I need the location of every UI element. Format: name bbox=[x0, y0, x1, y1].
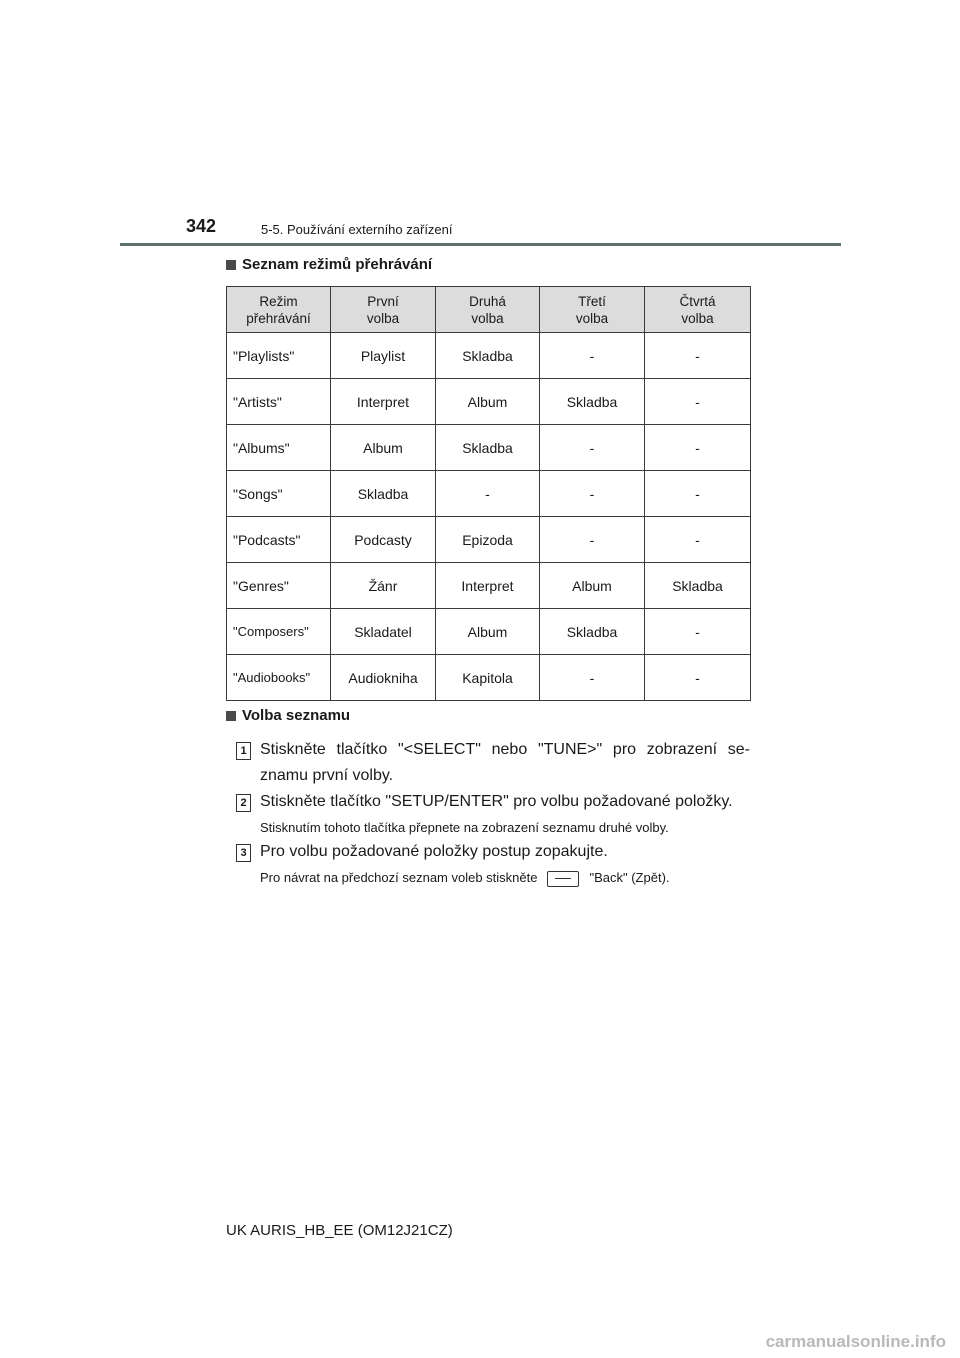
table-cell: "Audiobooks" bbox=[227, 655, 331, 701]
table-cell: - bbox=[540, 655, 645, 701]
table-cell: Playlist bbox=[331, 333, 436, 379]
table-cell: - bbox=[645, 425, 751, 471]
note-text: Pro návrat na předchozí seznam voleb stiskněte bbox=[260, 870, 538, 885]
table-header-row bbox=[227, 287, 751, 333]
table-cell: - bbox=[540, 471, 645, 517]
table-cell: - bbox=[645, 471, 751, 517]
step-number-badge: 3 bbox=[236, 844, 251, 862]
column-header: Režim přehrávání bbox=[227, 287, 331, 333]
table-cell: - bbox=[540, 425, 645, 471]
table-cell: Album bbox=[436, 379, 540, 425]
table-heading-text: Seznam režimů přehrávání bbox=[242, 256, 433, 273]
table-cell: - bbox=[436, 471, 540, 517]
watermark: carmanualsonline.info bbox=[765, 1332, 946, 1351]
square-bullet-icon bbox=[226, 260, 236, 270]
table-cell: Podcasty bbox=[331, 517, 436, 563]
table-cell: Skladba bbox=[540, 609, 645, 655]
step-number-badge: 1 bbox=[236, 742, 251, 760]
table-cell: Interpret bbox=[331, 379, 436, 425]
table-row bbox=[227, 517, 751, 563]
table-heading bbox=[226, 256, 432, 273]
table-cell: - bbox=[645, 517, 751, 563]
table-cell: - bbox=[645, 333, 751, 379]
list-heading bbox=[226, 707, 350, 724]
step-text: Stiskněte tlačítko "<SELECT" nebo "TUNE>" pro zobrazení se- bbox=[260, 741, 750, 758]
table-cell: Album bbox=[540, 563, 645, 609]
table-cell: Audiokniha bbox=[331, 655, 436, 701]
table-cell: Skladba bbox=[436, 425, 540, 471]
table-row bbox=[227, 333, 751, 379]
table-cell: Interpret bbox=[436, 563, 540, 609]
table-row bbox=[227, 379, 751, 425]
table-row bbox=[227, 471, 751, 517]
header-rule bbox=[120, 243, 841, 246]
table-row bbox=[227, 609, 751, 655]
step-2-note: Stisknutím tohoto tlačítka přepnete na zobrazení seznamu druhé volby. bbox=[260, 820, 669, 835]
back-button-icon bbox=[547, 871, 579, 887]
playback-modes-table bbox=[226, 286, 751, 701]
table-cell: - bbox=[645, 655, 751, 701]
table-cell: Epizoda bbox=[436, 517, 540, 563]
page-number: 342 bbox=[186, 216, 217, 236]
table-cell: Kapitola bbox=[436, 655, 540, 701]
column-header: Třetí volba bbox=[540, 287, 645, 333]
footer-model-code: UK AURIS_HB_EE (OM12J21CZ) bbox=[226, 1222, 453, 1239]
table-cell: Skladatel bbox=[331, 609, 436, 655]
table-cell: Skladba bbox=[436, 333, 540, 379]
table-cell: Album bbox=[331, 425, 436, 471]
list-heading-text: Volba seznamu bbox=[242, 707, 351, 724]
column-header: Druhá volba bbox=[436, 287, 540, 333]
table-row bbox=[227, 563, 751, 609]
step-3-note bbox=[260, 870, 670, 887]
step-text-continued: znamu první volby. bbox=[260, 767, 394, 784]
table-cell: Skladba bbox=[645, 563, 751, 609]
table-cell: - bbox=[540, 333, 645, 379]
table-cell: "Composers" bbox=[227, 609, 331, 655]
step-number-badge: 2 bbox=[236, 794, 251, 812]
step-text: Stiskněte tlačítko "SETUP/ENTER" pro volbu požadované položky. bbox=[260, 793, 733, 810]
table-row bbox=[227, 425, 751, 471]
table-cell: Album bbox=[436, 609, 540, 655]
table-cell: "Playlists" bbox=[227, 333, 331, 379]
table-cell: Skladba bbox=[540, 379, 645, 425]
table-row bbox=[227, 655, 751, 701]
table-cell: "Songs" bbox=[227, 471, 331, 517]
table-cell: - bbox=[645, 609, 751, 655]
step-text: Pro volbu požadované položky postup zopakujte. bbox=[260, 843, 608, 860]
table-cell: "Genres" bbox=[227, 563, 331, 609]
column-header: Čtvrtá volba bbox=[645, 287, 751, 333]
table-cell: - bbox=[645, 379, 751, 425]
section-title: 5-5. Používání externího zařízení bbox=[261, 222, 453, 237]
table-cell: - bbox=[540, 517, 645, 563]
note-text-end: "Back" (Zpět). bbox=[589, 870, 670, 885]
table-cell: Skladba bbox=[331, 471, 436, 517]
table-cell: "Artists" bbox=[227, 379, 331, 425]
table-cell: Žánr bbox=[331, 563, 436, 609]
square-bullet-icon bbox=[226, 711, 236, 721]
column-header: První volba bbox=[331, 287, 436, 333]
table-cell: "Albums" bbox=[227, 425, 331, 471]
table-cell: "Podcasts" bbox=[227, 517, 331, 563]
